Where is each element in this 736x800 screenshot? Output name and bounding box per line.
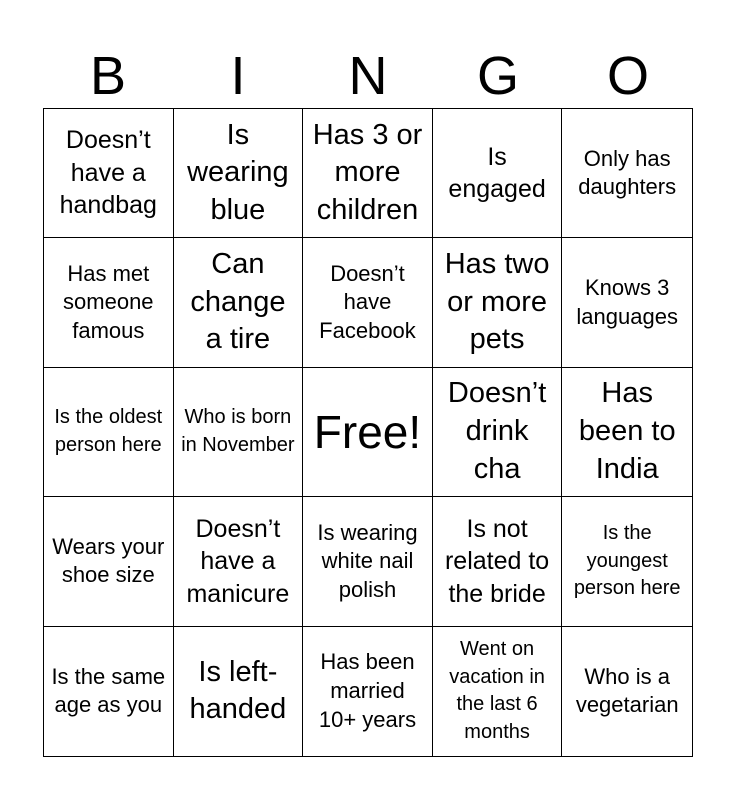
- cell-text: Is the youngest person here: [573, 522, 681, 600]
- cell-text: Is left-handed: [189, 655, 287, 726]
- cell-text: Has two or more pets: [444, 248, 550, 356]
- cell-text: Is the oldest person here: [54, 406, 163, 456]
- bingo-cell[interactable]: [44, 238, 174, 367]
- header-letter-o: O: [606, 46, 649, 106]
- bingo-cell[interactable]: [44, 627, 174, 756]
- bingo-cell[interactable]: [44, 368, 174, 497]
- bingo-cell[interactable]: [562, 368, 692, 497]
- bingo-cell[interactable]: [174, 497, 304, 626]
- bingo-cell[interactable]: [433, 627, 563, 756]
- cell-text: Doesn’t have a manicure: [186, 514, 290, 608]
- bingo-cell[interactable]: [562, 627, 692, 756]
- cell-text: Only has daughters: [578, 145, 677, 200]
- header-letter-n: N: [348, 46, 388, 106]
- bingo-cell[interactable]: [44, 497, 174, 626]
- cell-text: Free!: [313, 405, 422, 458]
- bingo-cell[interactable]: [303, 627, 433, 756]
- bingo-cell[interactable]: [174, 368, 304, 497]
- header-letter-i: I: [230, 46, 246, 106]
- cell-text: Who is born in November: [181, 406, 295, 456]
- bingo-cell[interactable]: [562, 238, 692, 367]
- bingo-cell[interactable]: [433, 109, 563, 238]
- cell-text: Can change a tire: [190, 248, 286, 356]
- cell-text: Doesn’t have Facebook: [319, 260, 416, 343]
- bingo-cell[interactable]: [303, 238, 433, 367]
- cell-text: Is wearing blue: [187, 118, 289, 227]
- bingo-cell[interactable]: [44, 109, 174, 238]
- cell-text: Who is a vegetarian: [575, 663, 679, 718]
- bingo-cell[interactable]: [433, 497, 563, 626]
- cell-text: Is engaged: [448, 142, 546, 204]
- cell-text: Knows 3 languages: [576, 275, 678, 329]
- bingo-cell[interactable]: [433, 368, 563, 497]
- cell-text: Wears your shoe size: [52, 533, 165, 588]
- cell-text: Doesn’t drink cha: [447, 377, 547, 485]
- cell-text: Has 3 or more children: [312, 118, 423, 227]
- bingo-cell[interactable]: [174, 627, 304, 756]
- bingo-cell[interactable]: [433, 238, 563, 367]
- bingo-cell[interactable]: [303, 497, 433, 626]
- bingo-cell[interactable]: [174, 109, 304, 238]
- cell-text: Is not related to the bride: [444, 514, 550, 608]
- cell-text: Is the same age as you: [51, 663, 166, 718]
- bingo-card: [43, 108, 693, 757]
- header-letter-b: B: [89, 46, 127, 106]
- cell-text: Has been married 10+ years: [318, 649, 417, 732]
- bingo-header: [43, 44, 693, 108]
- cell-text: Doesn’t have a handbag: [59, 126, 157, 220]
- cell-text: Has met someone famous: [63, 260, 154, 343]
- cell-text: Is wearing white nail polish: [317, 519, 418, 602]
- cell-text: Went on vacation in the last 6 months: [449, 638, 545, 743]
- bingo-cell[interactable]: [562, 497, 692, 626]
- free-space[interactable]: [303, 368, 433, 497]
- bingo-cell[interactable]: [303, 109, 433, 238]
- bingo-cell[interactable]: [174, 238, 304, 367]
- bingo-cell[interactable]: [562, 109, 692, 238]
- cell-text: Has been to India: [578, 377, 676, 485]
- header-letter-g: G: [476, 46, 519, 106]
